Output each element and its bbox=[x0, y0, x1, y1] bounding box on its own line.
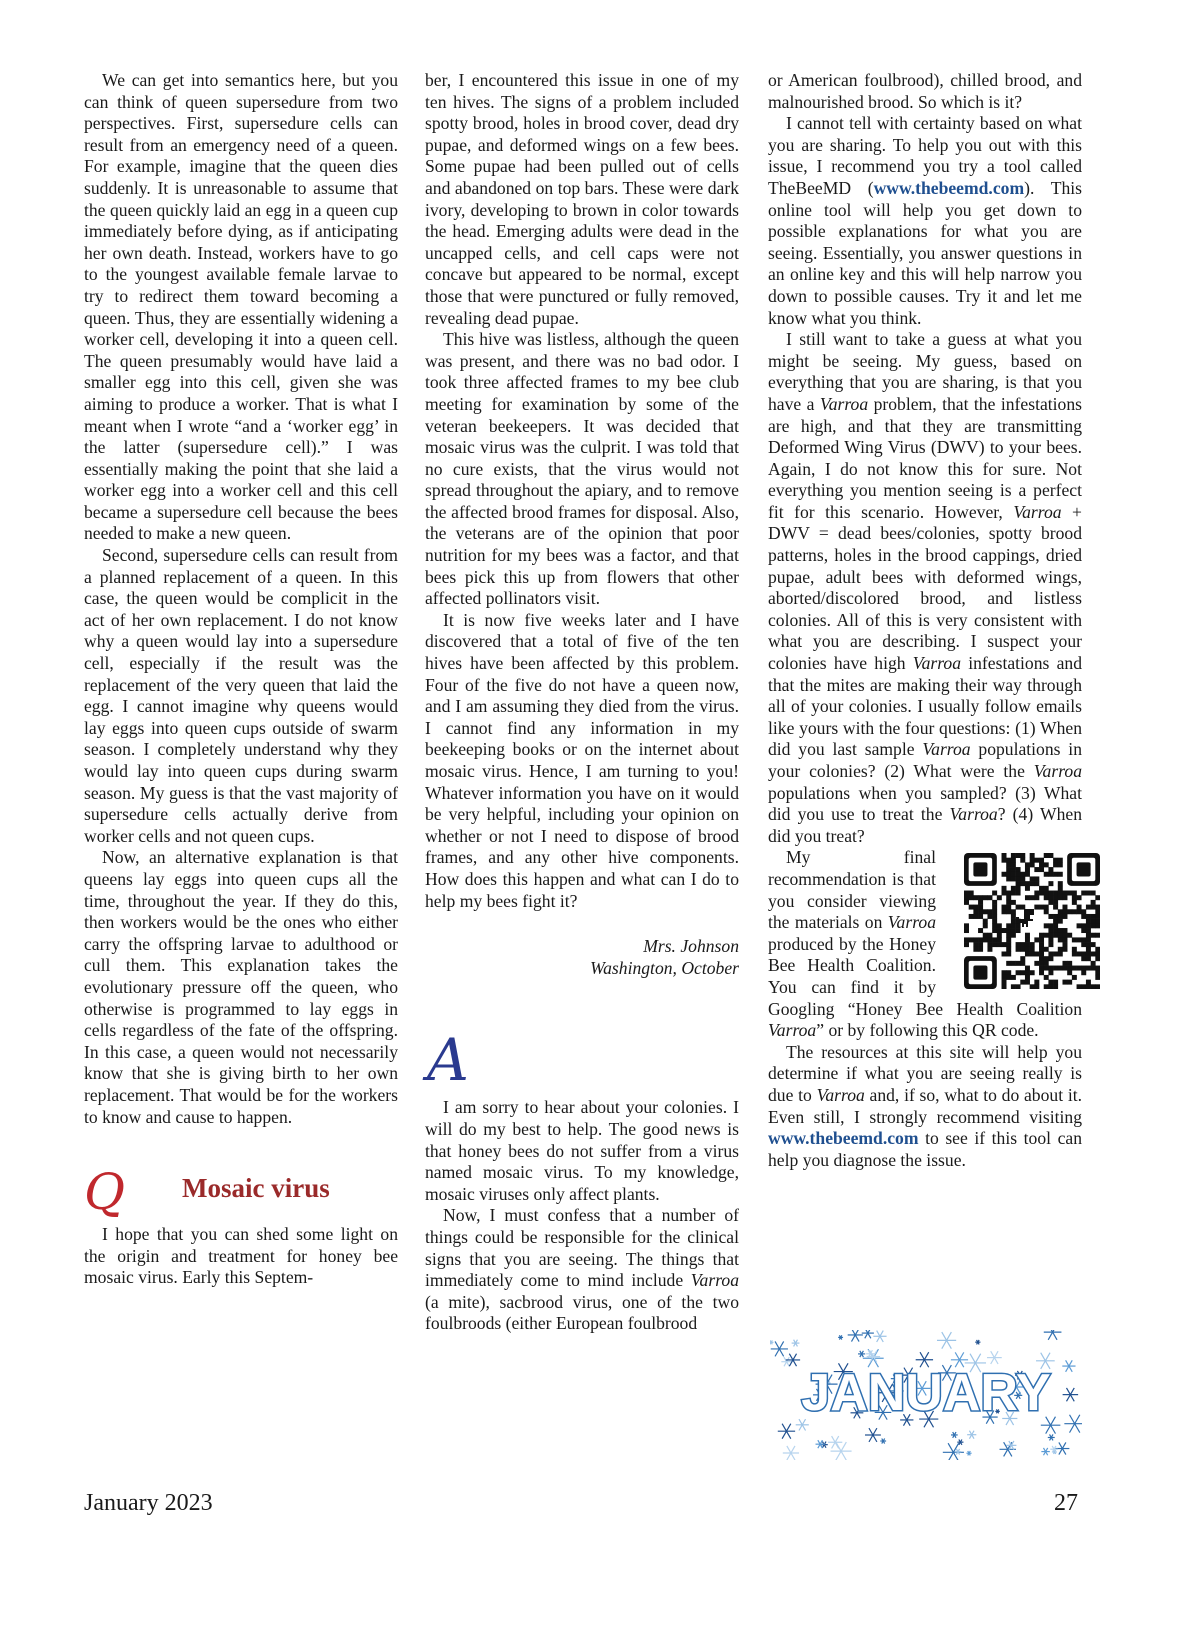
col3-paragraph-4 bbox=[768, 847, 1082, 1041]
snowflake-icon bbox=[1044, 1330, 1062, 1340]
snowflake-icon bbox=[975, 1340, 980, 1345]
col1-paragraph-4: I hope that you can shed some light on the origin and treatment for honey bee mosaic virus. Early this Septem- bbox=[84, 1224, 398, 1288]
column-1 bbox=[84, 70, 398, 1289]
snowflake-icon bbox=[1041, 1448, 1049, 1455]
snowflake-icon bbox=[1062, 1360, 1075, 1371]
italic-varroa: Varroa bbox=[949, 804, 998, 825]
question-q-letter: Q bbox=[84, 1163, 125, 1222]
italic-varroa: Varroa bbox=[690, 1270, 739, 1291]
text-run: I cannot tell with certainty based on what you are sharing. To help you out with this issue, I recommend you try a tool called TheBeeMD ( bbox=[768, 113, 1082, 198]
text-run: problem, that the infestations are high, and that they are transmitting Deformed Wing Virus (DWV) to your bees. Again, I do not know this for sure. Not everything you mention seeing is a perfect fit for this scenario. However, bbox=[768, 393, 1082, 522]
banner-text: JANUARY bbox=[801, 1364, 1051, 1422]
thebeemd-link[interactable]: www.thebeemd.com bbox=[873, 177, 1025, 198]
snowflake-icon bbox=[955, 1449, 961, 1455]
snowflake-icon bbox=[951, 1432, 958, 1438]
snowflake-icon bbox=[783, 1446, 799, 1460]
col2-paragraph-3: It is now five weeks later and I have discovered that a total of five of the ten hives have been affected by this problem. Four of the five do not have a queen now, and I am assuming they died from the virus. I cannot find any information in my beekeeping books or on the internet about mosaic virus. Hence, I am turning to you! Whatever information you have on it would be very helpful, including your opinion on whether or not I need to dispose of brood frames, and any other hive components. How does this happen and what can I do to help my bees fight it? bbox=[425, 609, 739, 911]
text-run: produced by the Honey Bee Health Coalition. You can find it by Googling “Honey Bee Health Coalition bbox=[768, 933, 1082, 1019]
answer-a-letter: A bbox=[427, 1026, 469, 1095]
column-2 bbox=[425, 70, 739, 1335]
text-run: My final recommendation is that you consider viewing the materials on bbox=[768, 847, 936, 933]
snowflake-icon bbox=[873, 1331, 886, 1342]
italic-varroa: Varroa bbox=[819, 393, 869, 414]
snowflake-icon bbox=[987, 1351, 1002, 1364]
col2-paragraph-2: This hive was listless, although the queen was present, and there was no bad odor. I took three affected frames to my bee club meeting for examination by some of the veteran beekeepers. It was decided that mosaic virus was the culprit. I was told that no cure exists, that the virus would not spread throughout the apiary, and to remove the affected brood frames for disposal. Also, the veterans are of the opinion that poor nutrition for my bees was a factor, and that bees pick this up from flowers that other affected pollinators visit. bbox=[425, 329, 739, 609]
italic-varroa: Varroa bbox=[768, 1020, 817, 1041]
italic-varroa: Varroa bbox=[922, 739, 971, 760]
col3-paragraph-2 bbox=[768, 113, 1082, 329]
col3-paragraph-1: or American foulbrood), chilled brood, and malnourished brood. So which is it? bbox=[768, 70, 1082, 112]
snowflake-icon bbox=[771, 1341, 788, 1356]
signature-place: Washington, October bbox=[590, 957, 739, 978]
text-run: populations in your colonies? (2) What were the bbox=[768, 739, 1082, 781]
italic-varroa: Varroa bbox=[887, 912, 936, 933]
italic-varroa: Varroa bbox=[912, 653, 962, 674]
text-run: I still want to take a guess at what you might be seeing. My guess, based on everything that you are sharing, is that you have a bbox=[768, 329, 1082, 414]
snowflake-icon bbox=[770, 1340, 773, 1344]
snowflake-icon bbox=[937, 1332, 956, 1349]
snowflake-icon bbox=[865, 1428, 881, 1442]
col2-paragraph-1: ber, I encountered this issue in one of my ten hives. The signs of a problem included spotty brood, holes in brood cover, dead dry pupae, and deformed wings on a few bees. Some pupae had been pulled out of cells and abandoned on top bars. These were dark ivory, developing to brown in color towards the head. Emerging adults were dead in the uncapped cells, and cell caps were not concave but appeared to be normal, except those that were punctured or fully removed, revealing dead pupae. bbox=[425, 70, 739, 328]
text-run: ). This online tool will help you get down to possible explanations for what you are seeing. Essentially, you answer questions in an online key and this will help narrow you down to possible causes. Try it and let me know what you think. bbox=[768, 177, 1082, 328]
text-run: ? (4) When did you treat? bbox=[768, 804, 1082, 846]
snowflake-icon bbox=[966, 1451, 971, 1455]
text-run: populations when you sampled? (3) What did you use to treat the bbox=[768, 782, 1082, 825]
col1-paragraph-2: Second, supersedure cells can result from a planned replacement of a queen. In this case, the queen would be complicit in the act of her own replacement. I do not know why a queen would lay into a supersedure cell, especially if the result was the replacement of the very queen that laid the egg. I cannot imagine why queens would lay eggs into queen cups outside of swarm season. I completely understand why they would lay into queen cups during swarm season. My guess is that the vast majority of supersedure cells actually derive from worker cells and not queen cups. bbox=[84, 545, 398, 846]
section-title: Mosaic virus bbox=[182, 1173, 330, 1204]
italic-varroa: Varroa bbox=[1013, 501, 1062, 522]
snowflake-icon bbox=[967, 1431, 976, 1439]
text-run: + DWV = dead bees/colonies, spotty brood patterns, holes in the brood cappings, dried pupae, adult bees with deformed wings, aborted/discolored brood, and listless colonies. All of this is very consistent with what you are describing. I suspect your colonies have high bbox=[768, 501, 1082, 674]
col1-paragraph-1: We can get into semantics here, but you can think of queen supersedure from two perspectives. First, supersedure cells can result from an emergency need of a queen. For example, imagine that the queen dies suddenly. It is unreasonable to assume that the queen quickly laid an egg in a queen cup immediately before dying, as if anticipating her own death. Instead, workers have to go to the youngest available female larvae to try to redirect them toward becoming a queen. Thus, they are essentially widening a worker cell, developing it into a queen cell. The queen presumably would have laid a smaller egg into this cell, given she was aiming to produce a worker. That is what I meant when I wrote “and a ‘worker egg’ in the latter (supersedure cell).” I was essentially making the point that she laid a worker egg into a worker cell and this cell became a supersedure cell because the bees needed to make a new queen. bbox=[84, 70, 398, 544]
text-run: (a mite), sacbrood virus, one of the two foulbroods (either European foulbrood bbox=[425, 1291, 739, 1334]
thebeemd-link-2[interactable]: www.thebeemd.com bbox=[768, 1128, 919, 1149]
italic-varroa: Varroa bbox=[1033, 761, 1082, 781]
col2-paragraph-4: I am sorry to hear about your colonies. I will do my best to help. The good news is that honey bees do not suffer from a virus named mosaic virus. To my knowledge, mosaic viruses only affect plants. bbox=[425, 1097, 739, 1204]
text-run: and, if so, what to do about it. Even still, I strongly recommend visiting bbox=[768, 1084, 1082, 1127]
col3-paragraph-3 bbox=[768, 329, 1082, 847]
snowflake-icon bbox=[792, 1340, 800, 1347]
snowflake-icon bbox=[778, 1424, 795, 1439]
text-run: infestations and that the mites are making their way through all of your colonies. I usually follow emails like yours with the four questions: (1) When did you last sample bbox=[768, 653, 1082, 760]
col1-paragraph-3: Now, an alternative explanation is that queens lay eggs into queen cups all the time, throughout the year. If they do this, then workers would be the ones who either carry the offspring larvae to adulthood or cull them. This explanation takes the evolutionary pressure off the queen, who otherwise is programmed to lay eggs in cells regardless of the fate of the offspring. In this case, a queen would not necessarily know that she is giving birth to her own replacement. That would be for the workers to know and cause to happen. bbox=[84, 847, 398, 1127]
col3-paragraph-5 bbox=[768, 1042, 1082, 1172]
qr-code-icon[interactable] bbox=[946, 853, 1082, 989]
snowflake-icon bbox=[1048, 1434, 1055, 1440]
snowflake-icon bbox=[862, 1330, 874, 1338]
snowflake-icon bbox=[867, 1351, 880, 1363]
signature bbox=[425, 936, 739, 979]
footer-date: January 2023 bbox=[84, 1490, 213, 1516]
text-run: Now, I must confess that a number of things could be responsible for the clinical signs that you are seeing. The things that immediately come to mind include bbox=[425, 1205, 739, 1291]
question-heading bbox=[84, 1162, 398, 1224]
snowflake-icon bbox=[1055, 1442, 1069, 1454]
col2-paragraph-5 bbox=[425, 1205, 739, 1335]
text-run: The resources at this site will help you determine if what you are seeing really is due to bbox=[768, 1041, 1082, 1105]
snowflake-icon bbox=[828, 1436, 842, 1448]
snowflake-icon bbox=[1063, 1388, 1079, 1401]
text-run: ” or by following this QR code. bbox=[816, 1020, 1039, 1041]
snowflake-icon bbox=[1064, 1415, 1082, 1433]
text-run: to see if this tool can help you diagnose the issue. bbox=[768, 1128, 1082, 1170]
snowflake-icon bbox=[838, 1335, 843, 1339]
italic-varroa: Varroa bbox=[816, 1084, 865, 1105]
snowflake-icon bbox=[880, 1438, 886, 1443]
january-banner bbox=[770, 1330, 1082, 1460]
signature-name: Mrs. Johnson bbox=[643, 936, 739, 957]
column-3 bbox=[768, 70, 1082, 1171]
snowflake-icon bbox=[858, 1351, 865, 1357]
snowflake-icon bbox=[848, 1330, 863, 1342]
page-number: 27 bbox=[1054, 1490, 1078, 1516]
